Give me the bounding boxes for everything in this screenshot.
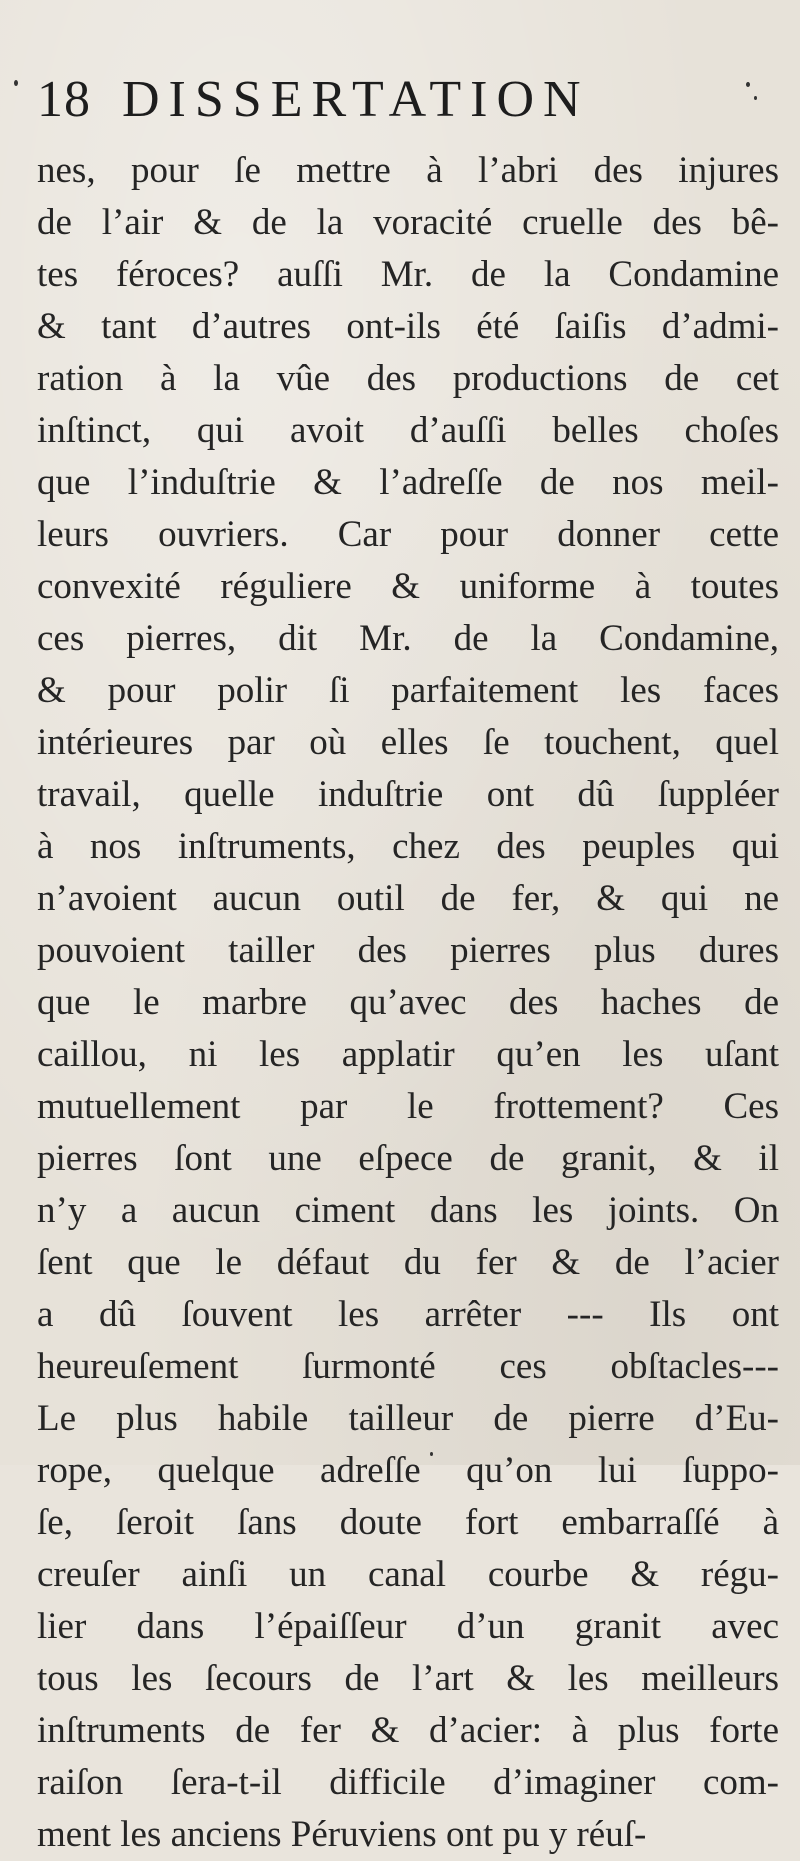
text-line: pouvoient tailler des pierres plus dures: [37, 930, 779, 971]
text-line: n’y a aucun ciment dans les joints. On: [37, 1190, 779, 1231]
text-line: inſtinct, qui avoit d’auſſi belles choſes: [37, 410, 779, 451]
text-line: inſtruments de fer & d’acier: à plus forte: [37, 1710, 779, 1751]
text-line: que l’induſtrie & l’adreſſe de nos meil-: [37, 462, 779, 503]
text-line: ſe, ſeroit ſans doute fort embarraſſé à: [37, 1502, 779, 1543]
text-line: ſent que le défaut du fer & de l’acier: [37, 1242, 779, 1283]
text-line: & tant d’autres ont-ils été ſaiſis d’admi-: [37, 306, 779, 347]
text-line: Le plus habile tailleur de pierre d’Eu-: [37, 1398, 779, 1439]
text-line: de l’air & de la voracité cruelle des bê-: [37, 202, 779, 243]
page-number: 18: [37, 71, 91, 128]
text-line: a dû ſouvent les arrêter --- Ils ont: [37, 1294, 779, 1335]
text-line: & pour polir ſi parfaitement les faces: [37, 670, 779, 711]
body-text: [37, 145, 779, 1861]
text-line: convexité réguliere & uniforme à toutes: [37, 566, 779, 607]
text-line: ment les anciens Péruviens ont pu y réuſ-: [37, 1814, 647, 1855]
text-line: caillou, ni les applatir qu’en les uſant: [37, 1034, 779, 1075]
ink-speck: [746, 82, 750, 87]
text-line: n’avoient aucun outil de fer, & qui ne: [37, 878, 779, 919]
text-line: intérieures par où elles ſe touchent, quel: [37, 722, 779, 763]
text-line: pierres ſont une eſpece de granit, & il: [37, 1138, 779, 1179]
text-line: que le marbre qu’avec des haches de: [37, 982, 779, 1023]
text-line: travail, quelle induſtrie ont dû ſuppléer: [37, 774, 779, 815]
text-line: mutuellement par le frottement? Ces: [37, 1086, 779, 1127]
text-line: raiſon ſera-t-il difficile d’imaginer com-: [37, 1762, 779, 1803]
text-line: lier dans l’épaiſſeur d’un granit avec: [37, 1606, 779, 1647]
text-line: ration à la vûe des productions de cet: [37, 358, 779, 399]
text-line: ces pierres, dit Mr. de la Condamine,: [37, 618, 779, 659]
text-line: tes féroces? auſſi Mr. de la Condamine: [37, 254, 779, 295]
text-line: creuſer ainſi un canal courbe & régu-: [37, 1554, 779, 1595]
text-line: à nos inſtruments, chez des peuples qui: [37, 826, 779, 867]
text-line: tous les ſecours de l’art & les meilleurs: [37, 1658, 779, 1699]
text-line: leurs ouvriers. Car pour donner cette: [37, 514, 779, 555]
ink-speck: [754, 96, 757, 100]
text-line: nes, pour ſe mettre à l’abri des injures: [37, 150, 779, 191]
page-header: [37, 60, 737, 140]
running-title: DISSERTATION: [122, 71, 590, 128]
text-line: heureuſement ſurmonté ces obſtacles---: [37, 1346, 779, 1387]
ink-speck: [14, 80, 18, 86]
text-line: rope, quelque adreſſe qu’on lui ſuppo-: [37, 1450, 779, 1491]
